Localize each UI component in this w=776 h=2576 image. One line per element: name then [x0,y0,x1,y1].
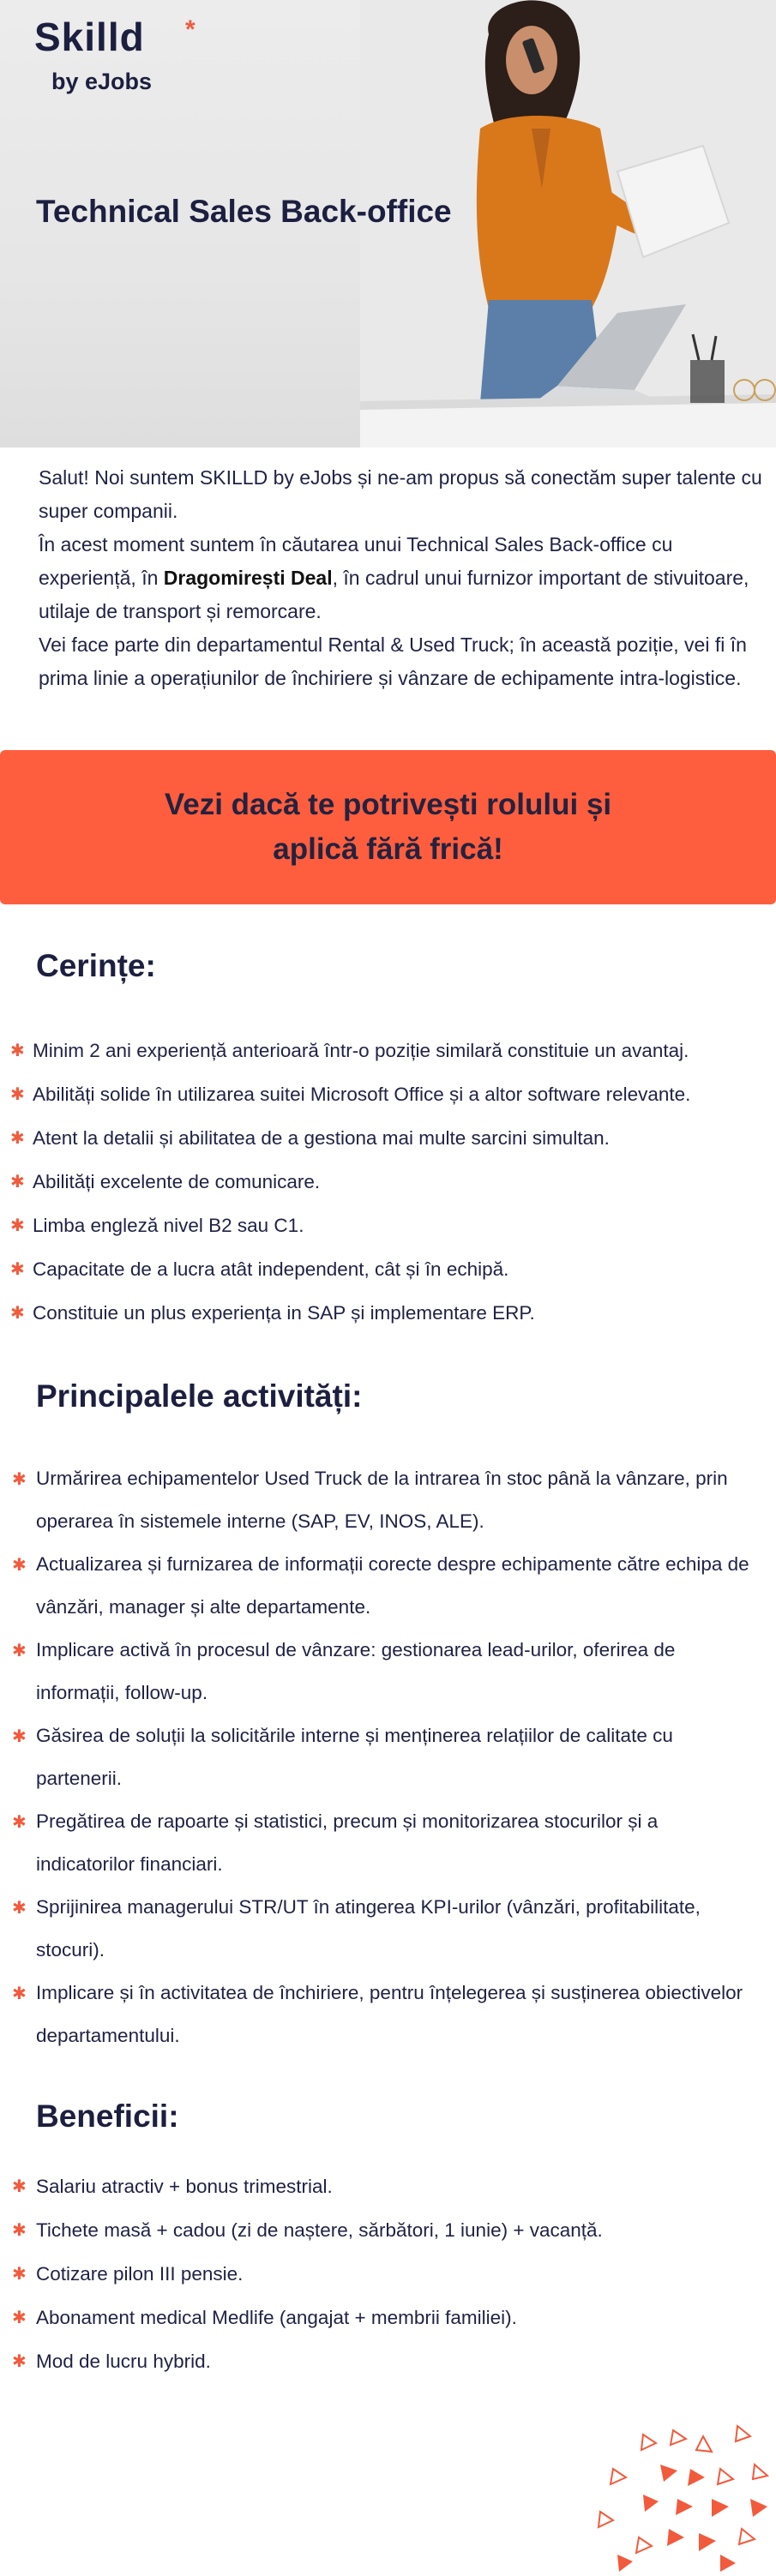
list-item: ✱ Tichete masă + cadou (zi de naștere, sărbători, 1 iunie) + vacanță. [12,2219,603,2241]
list-item: ✱ Atent la detalii și abilitatea de a gestiona mai multe sarcini simultan. [10,1127,610,1149]
intro-text [39,461,767,695]
asterisk-bullet-icon: ✱ [10,1085,25,1104]
asterisk-bullet-icon: ✱ [10,1304,25,1323]
apply-cta-banner[interactable] [0,750,776,904]
asterisk-bullet-icon: ✱ [10,1173,25,1192]
logo-star: * [185,15,196,44]
skilld-logo[interactable] [34,12,196,94]
list-item: ✱ Minim 2 ani experiență anterioară într-o poziție similară constituie un avantaj. [10,1040,689,1061]
list-item: ✱ Implicare activă în procesul de vânzare: gestionarea lead-urilor, oferirea de informații, follow-up. [12,1639,676,1703]
list-item: ✱ Pregătirea de rapoarte și statistici, precum și monitorizarea stocurilor și a indicatorilor financiari. [12,1810,659,1875]
list-item: ✱ Cotizare pilon III pensie. [12,2263,244,2285]
asterisk-bullet-icon: ✱ [10,1129,25,1148]
list-item: ✱ Urmărirea echipamentelor Used Truck de la intrarea în stoc până la vânzare, prin operarea în sistemele interne (SAP, EV, INOS, ALE). [12,1468,728,1532]
list-item: ✱ Găsirea de soluții la solicitările interne și menținerea relațiilor de calitate cu partenerii. [12,1725,673,1789]
intro-paragraph-1: Salut! Noi suntem SKILLD by eJobs și ne-am propus să conectăm super talente cu super companii. [39,466,762,522]
requirements-title: Cerințe: [36,948,156,983]
asterisk-bullet-icon: ✱ [12,2177,27,2196]
list-item: ✱ Constituie un plus experiența in SAP și implementare ERP. [10,1302,535,1324]
list-item: ✱ Implicare și în activitatea de închiriere, pentru înțelegerea și susținerea obiectivelor departamentului. [12,1982,743,2046]
triangle-pattern-decoration [592,2417,776,2576]
benefits-list [0,2165,776,2383]
list-item: ✱ Mod de lucru hybrid. [12,2351,211,2372]
hero-banner [0,0,776,447]
asterisk-bullet-icon: ✱ [12,1727,27,1746]
page-title: Technical Sales Back-office [36,194,452,229]
asterisk-bullet-icon: ✱ [12,1470,27,1489]
intro-p2-end: , în cadrul unui furnizor important de stivuitoare, utilaje de transport și remorcare. [39,567,749,622]
asterisk-bullet-icon: ✱ [10,1216,25,1235]
asterisk-bullet-icon: ✱ [10,1042,25,1060]
list-item: ✱ Abonament medical Medlife (angajat + membrii familiei). [12,2307,517,2328]
asterisk-bullet-icon: ✱ [12,2352,27,2371]
asterisk-bullet-icon: ✱ [12,1985,27,2003]
intro-paragraph-2 [39,528,767,628]
list-item: ✱ Actualizarea și furnizarea de informații corecte despre echipamente către echipa de vânzări, manager și alte departamente. [12,1553,749,1618]
asterisk-bullet-icon: ✱ [12,1813,27,1832]
logo-subtitle: by eJobs [51,69,153,94]
list-item: ✱ Capacitate de a lucra atât independent, cât și în echipă. [10,1258,509,1280]
asterisk-bullet-icon: ✱ [12,2309,27,2327]
list-item: ✱ Limba engleză nivel B2 sau C1. [10,1215,304,1236]
asterisk-bullet-icon: ✱ [12,2265,27,2284]
location-highlight: Dragomirești Deal [163,567,333,589]
benefits-title: Beneficii: [36,2099,179,2134]
asterisk-bullet-icon: ✱ [12,1899,27,1918]
intro-p2-start: În acest moment suntem în căutarea unui Technical Sales Back-office cu experiență, în [39,533,673,589]
asterisk-bullet-icon: ✱ [12,2221,27,2240]
asterisk-bullet-icon: ✱ [10,1260,25,1279]
list-item: ✱ Abilități excelente de comunicare. [10,1171,321,1192]
activities-list [0,1457,776,2057]
list-item: ✱ Salariu atractiv + bonus trimestrial. [12,2176,333,2197]
list-item: ✱ Sprijinirea managerului STR/UT în atingerea KPI-urilor (vânzări, profitabilitate, stocuri). [12,1896,701,1961]
logo-wordmark: Skilld [34,15,145,59]
list-item: ✱ Abilități solide în utilizarea suitei Microsoft Office și a altor software relevante. [10,1084,691,1105]
requirements-list [0,1029,776,1335]
intro-paragraph-3: Vei face parte din departamentul Rental & Used Truck; în această poziție, vei fi în prima linie a operațiunilor de închiriere și vânzare de echipamente intra-logistice. [39,633,747,689]
activities-title: Principalele activități: [36,1378,363,1414]
apply-cta-label[interactable]: Vezi dacă te potrivești rolului și aplică fără frică! [164,788,612,866]
asterisk-bullet-icon: ✱ [12,1556,27,1575]
asterisk-bullet-icon: ✱ [12,1642,27,1660]
